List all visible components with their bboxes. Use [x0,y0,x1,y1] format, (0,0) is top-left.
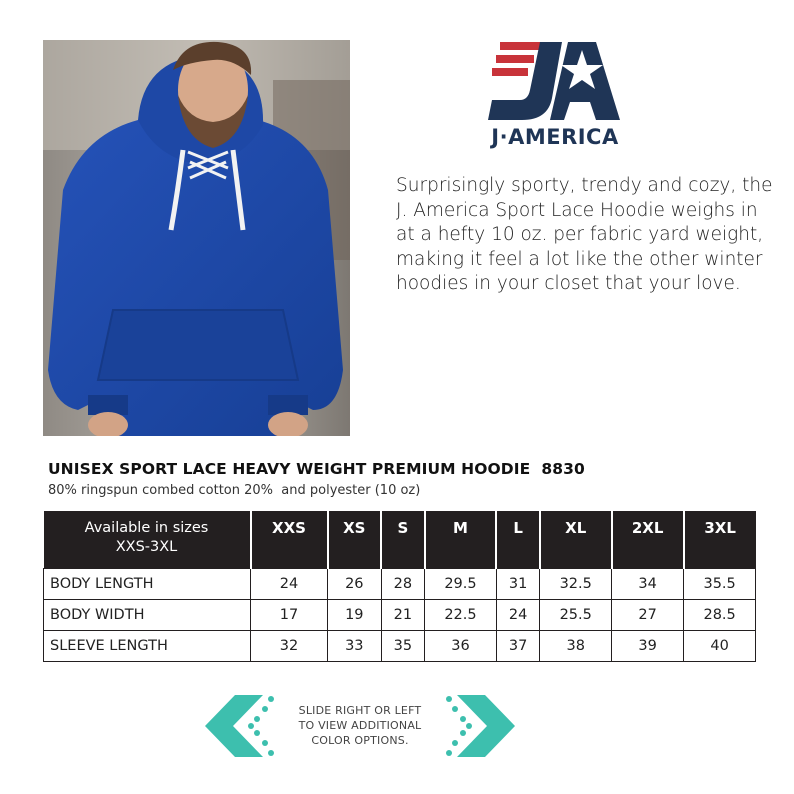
slide-hint-line3: COLOR OPTIONS. [311,734,409,747]
size-header-3xl: 3XL [684,511,756,569]
table-cell: 34 [612,569,684,600]
brand-name: J·AMERICA [491,125,619,149]
j-america-logo-icon [470,38,640,128]
product-title: UNISEX SPORT LACE HEAVY WEIGHT PREMIUM HOODIE 8830 [48,460,585,478]
size-header-xxs: XXS [251,511,328,569]
table-cell: 29.5 [425,569,497,600]
size-header-2xl: 2XL [612,511,684,569]
slide-left-icon[interactable] [205,695,274,757]
size-header-s: S [381,511,425,569]
table-cell: 17 [251,600,328,631]
size-header-label-line1: Available in sizes [84,520,209,536]
table-cell: 36 [425,631,497,662]
row-label-body-width: BODY WIDTH [44,600,251,631]
table-cell: 39 [612,631,684,662]
size-header-label [44,511,251,569]
table-cell: 28.5 [684,600,756,631]
table-cell: 27 [612,600,684,631]
product-material: 80% ringspun combed cotton 20% and polyester (10 oz) [48,483,421,498]
table-cell: 19 [328,600,382,631]
table-cell: 35 [381,631,425,662]
size-header-m: M [425,511,497,569]
table-row [44,631,756,662]
table-cell: 40 [684,631,756,662]
size-chart-table [43,511,756,662]
table-cell: 22.5 [425,600,497,631]
hoodie-model-photo [43,40,350,436]
table-cell: 32.5 [540,569,612,600]
table-cell: 26 [328,569,382,600]
table-cell: 32 [251,631,328,662]
table-cell: 31 [496,569,540,600]
table-cell: 37 [496,631,540,662]
product-description: Surprisingly sporty, trendy and cozy, the J. America Sport Lace Hoodie weighs in at a hefty 10 oz. per fabric yard weight, making it feel a lot like the other winter hoodies in your closet that your love. [396,175,773,294]
table-cell: 25.5 [540,600,612,631]
slide-hint-text [280,703,440,748]
slide-hint-line1: SLIDE RIGHT OR LEFT [298,704,422,717]
row-label-body-length: BODY LENGTH [44,569,251,600]
size-header-xs: XS [328,511,382,569]
table-cell: 24 [496,600,540,631]
table-cell: 24 [251,569,328,600]
slide-right-icon[interactable] [446,695,515,757]
product-photo [43,40,350,436]
table-cell: 33 [328,631,382,662]
table-cell: 28 [381,569,425,600]
size-header-xl: XL [540,511,612,569]
size-header-row [44,511,756,569]
slide-hint-line2: TO VIEW ADDITIONAL [298,719,422,732]
table-row [44,600,756,631]
table-row [44,569,756,600]
table-cell: 21 [381,600,425,631]
row-label-sleeve-length: SLEEVE LENGTH [44,631,251,662]
size-header-l: L [496,511,540,569]
table-cell: 35.5 [684,569,756,600]
table-cell: 38 [540,631,612,662]
size-header-label-line2: XXS-3XL [115,539,178,555]
